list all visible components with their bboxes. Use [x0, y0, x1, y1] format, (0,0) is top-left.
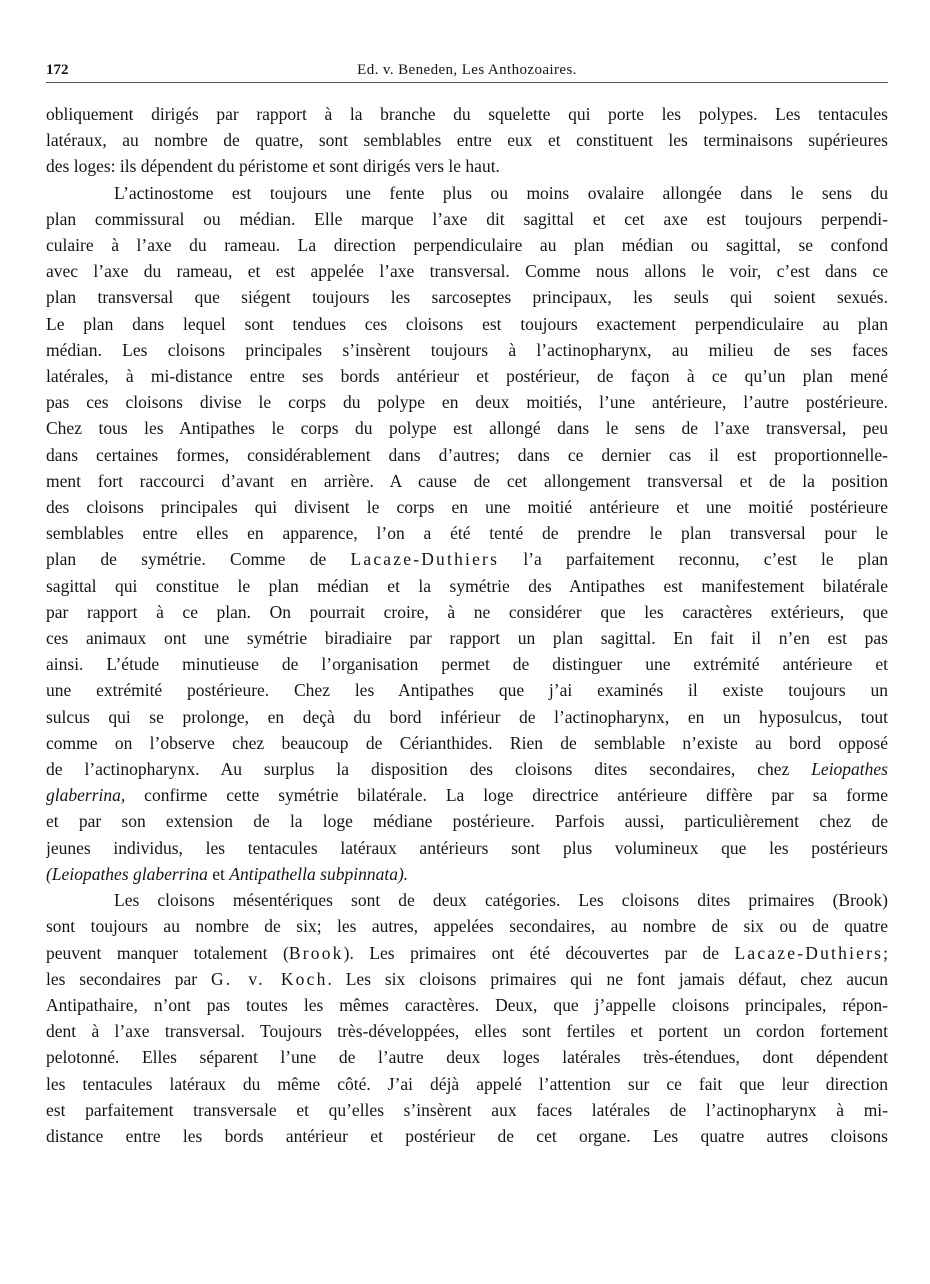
text-line: [46, 940, 888, 966]
text-line: ment fort raccourci d’avant en arrière. A cause de cet allongement transversal et de la position: [46, 470, 888, 491]
text-line: sagittal qui constitue le plan médian et la symétrie des Antipathes est manifestement bilatérale: [46, 575, 888, 596]
taxon-name: (Leiopathes glaberrina: [46, 863, 208, 884]
text-line: par rapport à ce plan. On pourrait croire, à ne considérer que les caractères extérieurs, que: [46, 601, 888, 622]
text-line: semblables entre elles en apparence, l’on a été tenté de prendre le plan transversal pour le: [46, 523, 888, 544]
paragraph-1: [46, 101, 888, 180]
text-line: obliquement dirigés par rapport à la branche du squelette qui porte les polypes. Les tentacules: [46, 104, 888, 124]
text-line: [46, 966, 888, 992]
text-segment: les secondaires par: [46, 968, 211, 989]
text-line: médian. Les cloisons principales s’insèrent toujours à l’actinopharynx, au milieu de ses faces: [46, 339, 888, 360]
text-line: Le plan dans lequel sont tendues ces cloisons est toujours exactement perpendiculaire au plan: [46, 313, 888, 334]
text-line: Antipathaire, n’ont pas toutes les mêmes caractères. Deux, que j’appelle cloisons principales, répon-: [46, 994, 888, 1015]
text-segment: l’a parfaitement reconnu, c’est le plan: [499, 549, 888, 570]
author-name: Brook: [288, 942, 344, 963]
running-head: Ed. v. Beneden, Les Anthozoaires.: [357, 62, 577, 78]
text-line: L’actinostome est toujours une fente plus ou moins ovalaire allongée dans le sens du: [114, 182, 888, 203]
text-line: sulcus qui se prolonge, en deçà du bord inférieur de l’actinopharynx, en un hyposulcus, tout: [46, 706, 888, 727]
author-name: G. v. Koch: [210, 968, 328, 989]
text-segment: plan de symétrie. Comme de: [46, 549, 351, 570]
paragraph-3: [46, 887, 888, 1149]
text-line: dent à l’axe transversal. Toujours très-développées, elles sont fertiles et portent un cordon fortement: [46, 1021, 888, 1042]
author-name: Lacaze-Duthiers: [734, 942, 884, 963]
author-name: Lacaze-Duthiers: [350, 549, 500, 570]
text-segment: et: [207, 863, 230, 884]
text-line: pelotonné. Elles séparent l’une de l’autre deux loges latérales très-étendues, dont dépendent: [46, 1047, 888, 1068]
page-header: [46, 58, 888, 83]
text-line: avec l’axe du rameau, et est appelée l’axe transversal. Comme nous allons le voir, c’est dans ce: [46, 261, 888, 282]
text-line: ces animaux ont une symétrie biradiaire par rapport un plan sagittal. En fait il n’en est pas: [46, 628, 888, 649]
taxon-name: glaberrina,: [46, 785, 126, 806]
text-line: une extrémité postérieure. Chez les Antipathes que j’ai examinés il existe toujours un: [46, 680, 888, 701]
text-line: jeunes individus, les tentacules latéraux antérieurs sont plus volumineux que les postérieurs: [46, 837, 888, 858]
text-line: distance entre les bords antérieur et postérieur de cet organe. Les quatre autres cloisons: [46, 1125, 888, 1146]
text-line: Chez tous les Antipathes le corps du polype est allongé dans le sens de l’axe transversal, peu: [46, 418, 888, 439]
text-segment: de l’actinopharynx. Au surplus la disposition des cloisons dites secondaires, chez: [46, 759, 812, 780]
text-line: [46, 782, 888, 808]
taxon-name: Leiopathes: [811, 759, 888, 780]
text-segment: confirme cette symétrie bilatérale. La loge directrice antérieure diffère par sa forme: [125, 785, 888, 806]
taxon-name: Antipathella subpinnata).: [229, 863, 409, 884]
text-segment: peuvent manquer totalement (: [46, 942, 289, 963]
text-line: dans certaines formes, considérablement dans d’autres; dans ce dernier cas il est proportionnelle-: [46, 444, 888, 465]
text-line: comme on l’observe chez beaucoup de Cérianthides. Rien de semblable n’existe au bord opposé: [46, 732, 888, 753]
text-line: [46, 756, 888, 782]
text-line: culaire à l’axe du rameau. La direction perpendiculaire au plan médian ou sagittal, se confond: [46, 235, 888, 256]
text-line: les tentacules latéraux du même côté. J’ai déjà appelé l’attention sur ce fait que leur direction: [46, 1073, 888, 1094]
text-line: ainsi. L’étude minutieuse de l’organisation permet de distinguer une extrémité antérieure et: [46, 654, 888, 675]
text-line: plan transversal que siégent toujours les sarcoseptes principaux, les seuls qui soient sexués.: [46, 287, 888, 308]
text-line: sont toujours au nombre de six; les autres, appelées secondaires, au nombre de six ou de quatre: [46, 916, 888, 937]
text-segment: ;: [883, 942, 888, 963]
text-line: [46, 861, 888, 887]
text-line: latéraux, au nombre de quatre, sont semblables entre eux et constituent les terminaisons supérieures: [46, 130, 888, 151]
text-line: des cloisons principales qui divisent le corps en une moitié antérieure et une moitié postérieure: [46, 497, 888, 518]
text-line: des loges: ils dépendent du péristome et sont dirigés vers le haut.: [46, 156, 500, 177]
text-line: plan commissural ou médian. Elle marque l’axe dit sagittal et cet axe est toujours perpendi-: [46, 208, 888, 229]
text-segment: . Les six cloisons primaires qui ne font jamais défaut, chez aucun: [327, 968, 888, 989]
text-line: pas ces cloisons divise le corps du polype en deux moitiés, l’une antérieure, l’autre postérieure.: [46, 392, 888, 413]
text-line: est parfaitement transversale et qu’elles s’insèrent aux faces latérales de l’actinopharynx à mi-: [46, 1099, 888, 1120]
body-text: [46, 101, 888, 1149]
text-line: Les cloisons mésentériques sont de deux catégories. Les cloisons dites primaires (Brook): [114, 890, 888, 911]
text-segment: ). Les primaires ont été découvertes par de: [343, 942, 735, 963]
text-line: latérales, à mi-distance entre ses bords antérieur et postérieur, de façon à ce qu’un plan mené: [46, 366, 888, 387]
text-line: [46, 546, 888, 572]
paragraph-2: [46, 180, 888, 887]
page-number: 172: [46, 62, 69, 78]
text-line: et par son extension de la loge médiane postérieure. Parfois aussi, particulièrement chez de: [46, 811, 888, 832]
